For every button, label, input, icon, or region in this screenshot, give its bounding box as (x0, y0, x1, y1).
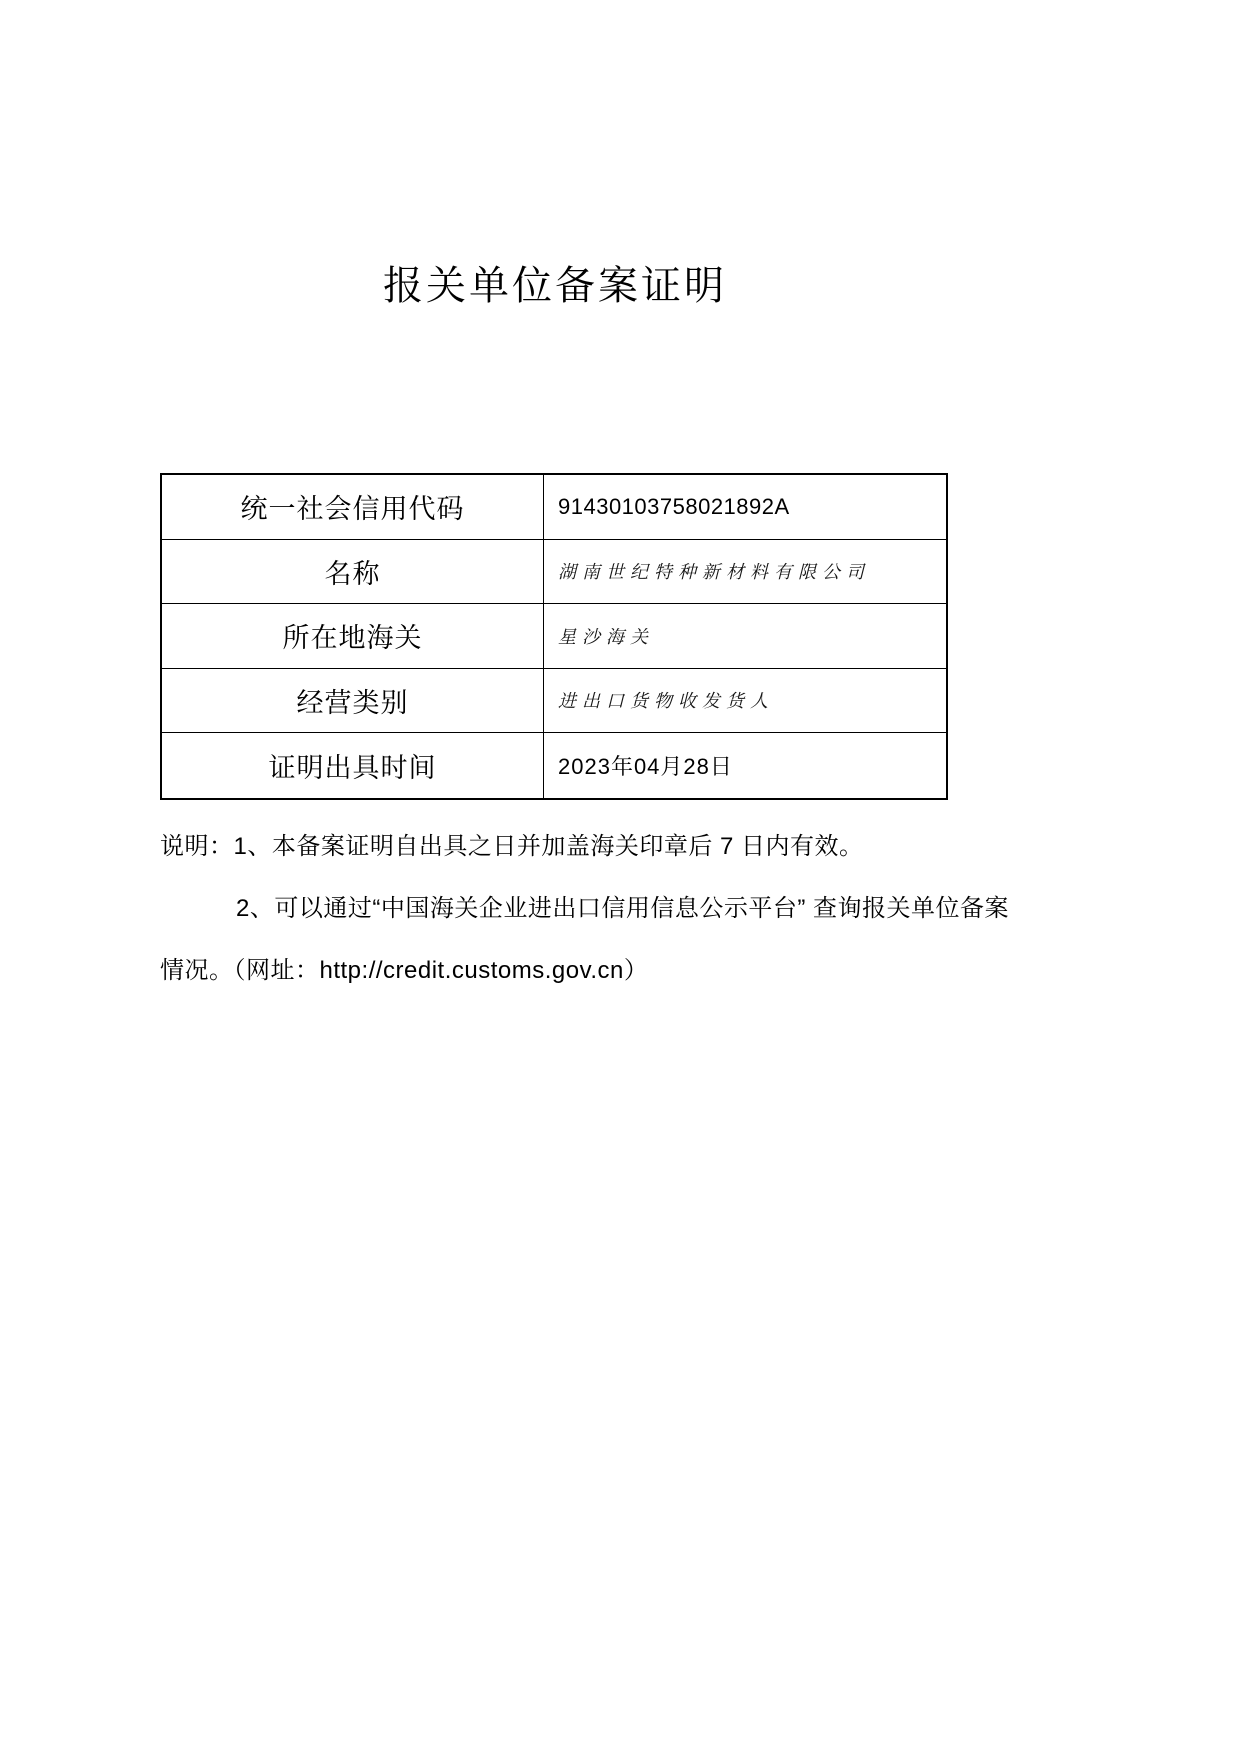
table-row (162, 540, 946, 605)
table-row (162, 733, 946, 798)
table-row (162, 475, 946, 540)
row-label-credit-code: 统一社会信用代码 (162, 475, 544, 539)
document-title: 报关单位备案证明 (383, 264, 727, 308)
registration-table (160, 473, 948, 800)
table-row (162, 604, 946, 669)
row-label-company-name: 名称 (162, 540, 544, 604)
table-row (162, 669, 946, 734)
row-label-customs-office: 所在地海关 (162, 604, 544, 668)
row-label-issue-date: 证明出具时间 (162, 733, 544, 798)
note-website-url: 情况。（网址：http://credit.customs.gov.cn） (160, 957, 649, 984)
row-value-issue-date: 2023年04月28日 (558, 753, 733, 779)
row-value-business-category: 进出口货物收发货人 (558, 691, 774, 712)
note-validity: 说明：1、本备案证明自出具之日并加盖海关印章后 7 日内有效。 (160, 833, 864, 860)
note-query-platform: 2、可以通过“中国海关企业进出口信用信息公示平台” 查询报关单位备案 (236, 895, 1009, 922)
row-label-business-category: 经营类别 (162, 669, 544, 733)
row-value-customs-office: 星沙海关 (558, 626, 654, 647)
row-value-company-name: 湖南世纪特种新材料有限公司 (558, 562, 870, 583)
row-value-credit-code: 91430103758021892A (558, 493, 790, 519)
